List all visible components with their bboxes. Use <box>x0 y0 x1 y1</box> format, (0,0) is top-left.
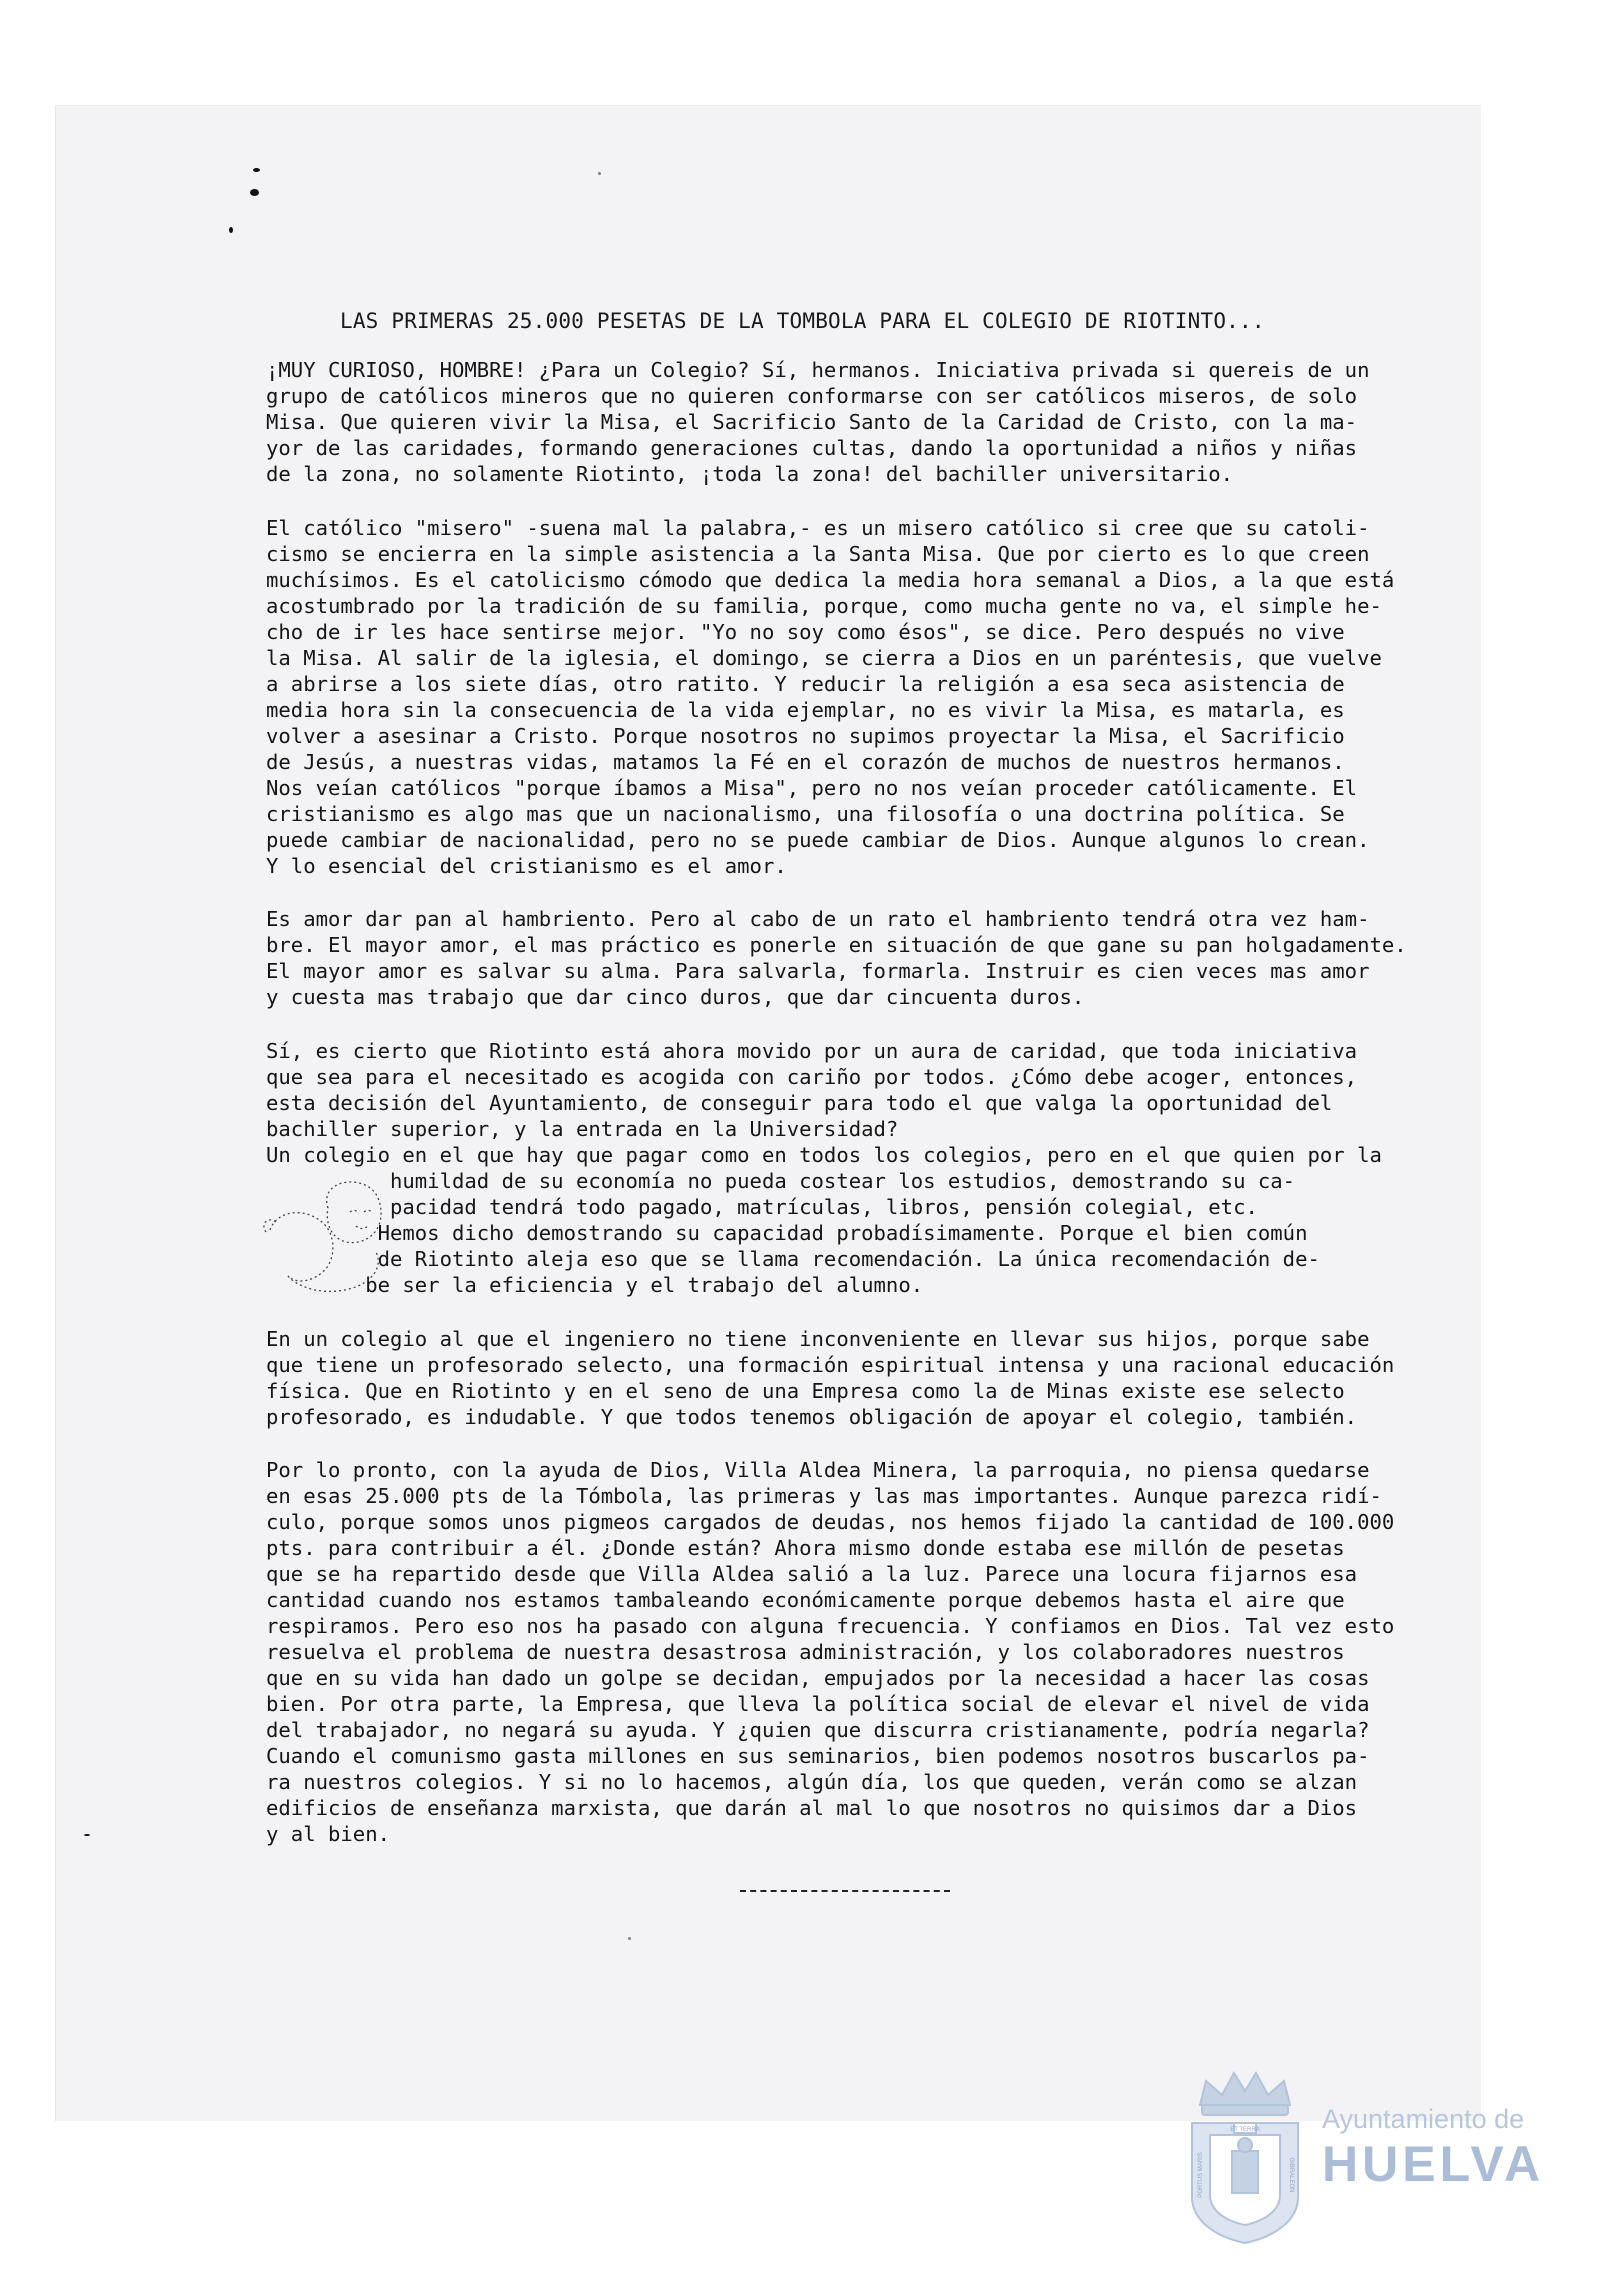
paragraph-ingeniero: En un colegio al que el ingeniero no tiene inconveniente en llevar sus hijos, porque sabe que tiene un profesorado selecto, una formación espiritual intensa y una racional educación física. Que en Riotinto y en el seno de una Empresa como la de Minas existe ese selecto profesorado, es indudable. Y que todos tenemos obligación de apoyar el colegio, también. <box>266 1327 1395 1429</box>
paragraph-amor: Es amor dar pan al hambriento. Pero al cabo de un rato el hambriento tendrá otra vez ham- bre. El mayor amor, el mas práctico es ponerle en situación de que gane su pan holgadamente. El mayor amor es salvar su alma. Para salvarla, formarla. Instruir es cien veces mas amor y cuesta mas trabajo que dar cinco duros, que dar cincuenta duros. <box>266 907 1407 1009</box>
watermark-line1: Ayuntamiento de <box>1322 2104 1525 2134</box>
closing-rule <box>740 1890 950 1892</box>
paragraph-villa-aldea: Por lo pronto, con la ayuda de Dios, Villa Aldea Minera, la parroquia, no piensa quedarse en esas 25.000 pts de la Tómbola, las primeras y las mas importantes. Aunque parezca ridí- culo, porque somos unos pigmeos cargados de deudas, nos hemos fijado la cantidad de 100.000 pts. para contribuir a él. ¿Donde están? Ahora mismo donde estaba ese millón de pesetas que se ha repartido desde que Villa Aldea salió a la luz. Parece una locura fijarnos esa cantidad cuando nos estamos tambaleando económicamente porque debemos hasta el aire que respiramos. Pero eso nos ha pasado con alguna frecuencia. Y confiamos en Dios. Tal vez esto resuelva el problema de nuestra desastrosa administración, y los colaboradores nuestros que en su vida han dado un golpe se decidan, empujados por la necesidad a hacer las cosas bien. Por otra parte, la Empresa, que lleva la política social de elevar el nivel de vida del trabajador, no negará su ayuda. Y ¿quien que discurra cristianamente, podría negarla? Cuando el comunismo gasta millones en sus seminarios, bien podemos nosotros buscarlos pa- ra nuestros colegios. Y si no lo hacemos, algún día, los que queden, verán como se alzan edificios de enseñanza marxista, que darán al mal lo que nosotros no quisimos dar a Dios y al bien. <box>266 1458 1395 1846</box>
crest-text-right: GIBRALEON <box>1288 2157 1294 2193</box>
paragraph-riotinto: Sí, es cierto que Riotinto está ahora movido por un aura de caridad, que toda iniciativa que sea para el necesitado es acogida con cariño por todos. ¿Cómo debe acoger, entonces, esta decisión del Ayuntamiento, de conseguir para todo el que valga la oportunidad del bachiller superior, y la entrada en la Universidad? Un colegio en el que hay que pagar como en todos los colegios, pero en el que quien por la humildad de su economía no pueda costear los estudios, demostrando su ca- pacidad tendrá todo pagado, matrículas, libros, pensión colegial, etc. Hemos dicho demostrando su capacidad probadísimamente. Porque el bien común de Riotinto aleja eso que se llama recomendación. La única recomendación de- be ser la eficiencia y el trabajo del alumno. <box>266 1039 1382 1297</box>
paragraph-intro: ¡MUY CURIOSO, HOMBRE! ¿Para un Colegio? Sí, hermanos. Iniciativa privada si quereis de un grupo de católicos mineros que no quieren conformarse con ser católicos miseros, de solo Misa. Que quieren vivir la Misa, el Sacrificio Santo de la Caridad de Cristo, con la ma- yor de las caridades, formando generaciones cultas, dando la oportunidad a niños y niñas de la zona, no solamente Riotinto, ¡toda la zona! del bachiller universitario. <box>266 358 1370 486</box>
document-title: LAS PRIMERAS 25.000 PESETAS DE LA TOMBOLA PARA EL COLEGIO DE RIOTINTO... <box>340 309 1265 333</box>
cherub-sketch-icon <box>258 1168 423 1303</box>
watermark-line2: HUELVA <box>1322 2136 1545 2192</box>
huelva-coat-of-arms-icon <box>1182 2065 1308 2245</box>
crest-text-left: PORTUS MARIS <box>1198 2152 1204 2198</box>
crest-text-top: ET TERRA <box>1230 2127 1260 2133</box>
paragraph-catolico: El católico "misero" -suena mal la palabra,- es un misero católico si cree que su catoli- cismo se encierra en la simple asistencia a la Santa Misa. Que por cierto es lo que creen muchísimos. Es el catolicismo cómodo que dedica la media hora semanal a Dios, a la que está acostumbrado por la tradición de su familia, porque, como mucha gente no va, el simple he- cho de ir les hace sentirse mejor. "Yo no soy como ésos", se dice. Pero después no vive la Misa. Al salir de la iglesia, el domingo, se cierra a Dios en un paréntesis, que vuelve a abrirse a los siete días, otro ratito. Y reducir la religión a esa seca asistencia de media hora sin la consecuencia de la vida ejemplar, no es vivir la Misa, es matarla, es volver a asesinar a Cristo. Porque nosotros no supimos proyectar la Misa, el Sacrificio de Jesús, a nuestras vidas, matamos la Fé en el corazón de muchos de nuestros hermanos. Nos veían católicos "porque íbamos a Misa", pero no nos veían proceder católicamente. El cristianismo es algo mas que un nacionalismo, una filosofía o una doctrina política. Se puede cambiar de nacionalidad, pero no se puede cambiar de Dios. Aunque algunos lo crean. Y lo esencial del cristianismo es el amor. <box>266 516 1395 878</box>
